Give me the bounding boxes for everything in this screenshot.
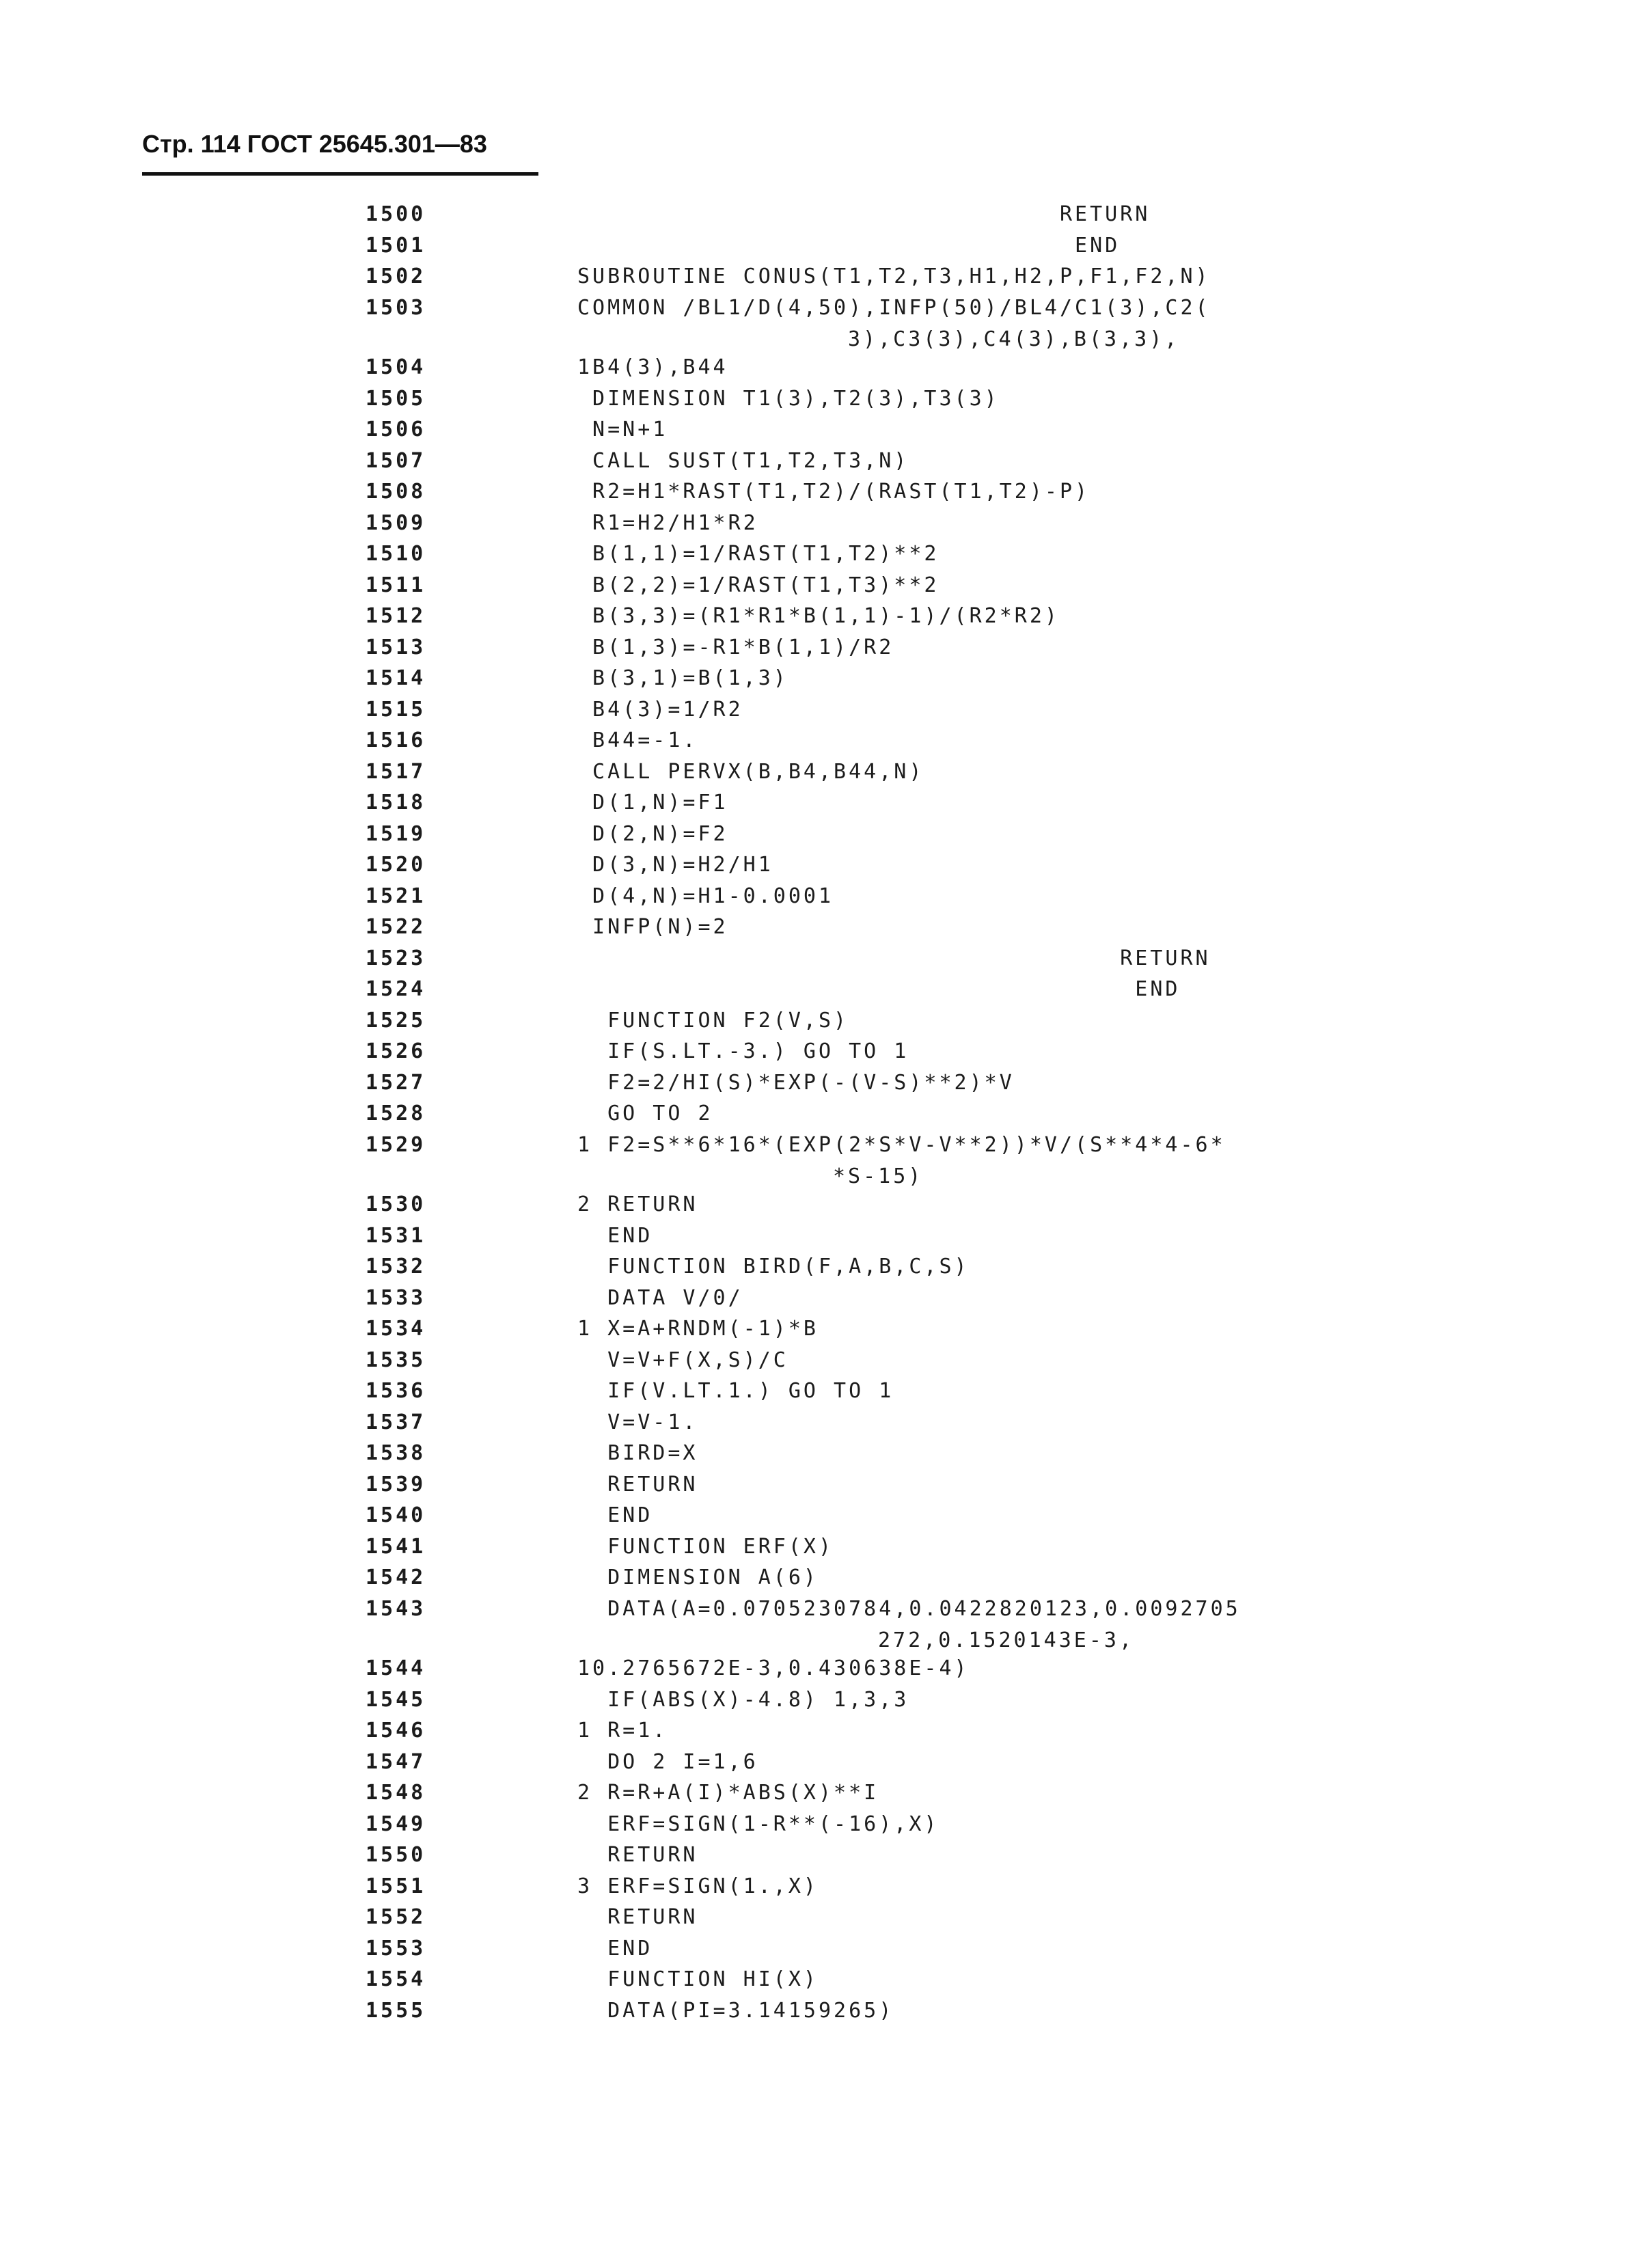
line-number: 1509 <box>366 510 426 535</box>
code-text: RETURN <box>577 1843 698 1867</box>
code-text: B44=-1. <box>577 728 698 752</box>
code-line <box>366 1719 1431 1750</box>
line-number: 1516 <box>366 728 426 752</box>
code-line <box>366 1009 1431 1040</box>
line-number: 1538 <box>366 1441 426 1465</box>
code-text: 2 R=R+A(I)*ABS(X)**I <box>577 1781 879 1805</box>
code-text: INFP(N)=2 <box>577 915 728 939</box>
code-line <box>366 791 1431 822</box>
code-text: ERF=SIGN(1-R**(-16),X) <box>577 1812 939 1836</box>
code-line <box>366 1597 1431 1657</box>
line-number: 1522 <box>366 915 426 939</box>
line-number: 1520 <box>366 853 426 877</box>
code-line <box>366 1688 1431 1719</box>
code-line <box>366 1224 1431 1255</box>
line-number: 1500 <box>366 202 426 226</box>
code-text: CALL SUST(T1,T2,T3,N) <box>577 448 909 473</box>
code-text: FUNCTION BIRD(F,A,B,C,S) <box>577 1255 970 1279</box>
line-number: 1537 <box>366 1410 426 1434</box>
code-line <box>366 387 1431 418</box>
line-number: 1546 <box>366 1719 426 1743</box>
code-line <box>366 1750 1431 1781</box>
code-line <box>366 760 1431 791</box>
code-line <box>366 1286 1431 1317</box>
code-text: 1 F2=S**6*16*(EXP(2*S*V-V**2))*V/(S**4*4-6* <box>577 1132 1226 1157</box>
line-number: 1531 <box>366 1223 426 1248</box>
line-number: 1544 <box>366 1656 426 1680</box>
line-number: 1545 <box>366 1687 426 1712</box>
code-text: F2=2/HI(S)*EXP(-(V-S)**2)*V <box>577 1070 1015 1095</box>
line-number: 1521 <box>366 884 426 908</box>
code-line <box>366 1781 1431 1812</box>
code-text: B(2,2)=1/RAST(T1,T3)**2 <box>577 573 939 597</box>
code-line <box>366 449 1431 480</box>
line-number: 1526 <box>366 1039 426 1063</box>
code-text: D(2,N)=F2 <box>577 821 728 846</box>
code-line <box>366 1410 1431 1442</box>
code-line <box>366 884 1431 916</box>
code-line <box>366 511 1431 543</box>
code-line <box>366 1967 1431 1999</box>
code-text: RETURN <box>577 202 1151 226</box>
line-number: 1553 <box>366 1936 426 1960</box>
code-line <box>366 636 1431 667</box>
line-number: 1536 <box>366 1379 426 1403</box>
code-line <box>366 698 1431 729</box>
code-text: B(1,3)=-R1*B(1,1)/R2 <box>577 635 894 659</box>
code-text: END <box>577 1503 653 1527</box>
code-text: B4(3)=1/R2 <box>577 697 743 722</box>
line-number: 1552 <box>366 1905 426 1929</box>
code-text: COMMON /BL1/D(4,50),INFP(50)/BL4/C1(3),C2( <box>577 295 1211 320</box>
code-line <box>366 1473 1431 1504</box>
code-line <box>366 1937 1431 1968</box>
code-text: V=V+F(X,S)/C <box>577 1348 788 1372</box>
line-number: 1510 <box>366 542 426 566</box>
code-line <box>366 542 1431 573</box>
code-text: IF(V.LT.1.) GO TO 1 <box>577 1379 894 1403</box>
code-text: N=N+1 <box>577 418 668 441</box>
code-line <box>366 480 1431 511</box>
line-number: 1554 <box>366 1967 426 1991</box>
code-text: 10.2765672E-3,0.430638E-4) <box>577 1656 970 1680</box>
code-text: B(1,1)=1/RAST(T1,T2)**2 <box>577 542 939 566</box>
line-number: 1529 <box>366 1132 426 1157</box>
code-line <box>366 1379 1431 1410</box>
code-line <box>366 946 1431 978</box>
line-number: 1517 <box>366 759 426 784</box>
code-line <box>366 234 1431 265</box>
line-number: 1534 <box>366 1317 426 1341</box>
code-line <box>366 264 1431 296</box>
code-text: 3 ERF=SIGN(1.,X) <box>577 1874 819 1898</box>
line-number: 1502 <box>366 264 426 288</box>
code-text: R1=H2/H1*R2 <box>577 510 758 535</box>
code-text: RETURN <box>577 946 1211 970</box>
code-line <box>366 1255 1431 1286</box>
line-number: 1530 <box>366 1192 426 1216</box>
code-text: FUNCTION ERF(X) <box>577 1534 834 1559</box>
line-number: 1528 <box>366 1102 426 1125</box>
code-text: DATA(A=0.0705230784,0.0422820123,0.0092705 <box>577 1596 1241 1621</box>
code-text: 1 R=1. <box>577 1719 668 1743</box>
line-number: 1547 <box>366 1749 426 1774</box>
code-text: END <box>577 1223 653 1248</box>
line-number: 1505 <box>366 386 426 411</box>
line-number: 1511 <box>366 573 426 597</box>
code-text: B(3,3)=(R1*R1*B(1,1)-1)/(R2*R2) <box>577 604 1060 628</box>
code-text: D(4,N)=H1-0.0001 <box>577 884 834 908</box>
line-number: 1542 <box>366 1566 426 1589</box>
line-number: 1518 <box>366 791 426 815</box>
line-number: 1515 <box>366 697 426 722</box>
code-line <box>366 1192 1431 1224</box>
line-number: 1504 <box>366 355 426 379</box>
line-number: 1512 <box>366 604 426 628</box>
code-line <box>366 296 1431 356</box>
line-number: 1503 <box>366 295 426 320</box>
line-number: 1533 <box>366 1285 426 1310</box>
code-text: 2 RETURN <box>577 1192 698 1216</box>
code-line <box>366 573 1431 605</box>
code-line <box>366 1656 1431 1688</box>
line-number: 1523 <box>366 946 426 970</box>
code-line <box>366 915 1431 946</box>
code-text: DATA(PI=3.14159265) <box>577 1998 894 2023</box>
code-text: END <box>577 233 1121 258</box>
code-line <box>366 1566 1431 1597</box>
code-line <box>366 604 1431 636</box>
header-rule <box>142 172 538 176</box>
code-text: DIMENSION A(6) <box>577 1566 819 1589</box>
code-continuation: 3),C3(3),C4(3),B(3,3), <box>848 327 1180 351</box>
code-text: V=V-1. <box>577 1410 698 1434</box>
code-text: DO 2 I=1,6 <box>577 1749 758 1774</box>
code-line <box>366 418 1431 449</box>
code-continuation: 272,0.1520143E-3, <box>878 1628 1135 1652</box>
line-number: 1549 <box>366 1812 426 1836</box>
code-text: IF(S.LT.-3.) GO TO 1 <box>577 1039 909 1063</box>
code-line <box>366 1317 1431 1348</box>
code-text: END <box>577 977 1181 1001</box>
code-line <box>366 1071 1431 1102</box>
line-number: 1551 <box>366 1874 426 1898</box>
line-number: 1524 <box>366 977 426 1001</box>
line-number: 1519 <box>366 821 426 846</box>
line-number: 1541 <box>366 1534 426 1559</box>
code-text: RETURN <box>577 1905 698 1929</box>
code-text: 1 X=A+RNDM(-1)*B <box>577 1317 819 1341</box>
line-number: 1506 <box>366 418 426 441</box>
code-line <box>366 1843 1431 1874</box>
line-number: 1555 <box>366 1998 426 2023</box>
code-line <box>366 1905 1431 1937</box>
line-number: 1514 <box>366 666 426 690</box>
line-number: 1508 <box>366 480 426 504</box>
code-text: CALL PERVX(B,B4,B44,N) <box>577 759 924 784</box>
page-header: Стр. 114 ГОСТ 25645.301—83 <box>142 130 487 158</box>
code-text: END <box>577 1936 653 1960</box>
code-text: B(3,1)=B(1,3) <box>577 666 788 690</box>
code-line <box>366 1535 1431 1566</box>
code-continuation: *S-15) <box>833 1164 924 1188</box>
line-number: 1548 <box>366 1781 426 1805</box>
code-line <box>366 1999 1431 2030</box>
code-line <box>366 1874 1431 1906</box>
code-line <box>366 1812 1431 1844</box>
line-number: 1539 <box>366 1472 426 1497</box>
code-line <box>366 728 1431 760</box>
line-number: 1532 <box>366 1255 426 1279</box>
code-line <box>366 355 1431 387</box>
code-text: FUNCTION HI(X) <box>577 1967 819 1991</box>
line-number: 1507 <box>366 448 426 473</box>
line-number: 1501 <box>366 233 426 258</box>
line-number: 1543 <box>366 1596 426 1621</box>
code-line <box>366 1441 1431 1473</box>
code-text: DATA V/0/ <box>577 1285 743 1310</box>
code-text: DIMENSION T1(3),T2(3),T3(3) <box>577 386 1000 411</box>
line-number: 1550 <box>366 1843 426 1867</box>
code-text: D(3,N)=H2/H1 <box>577 853 773 877</box>
code-text: FUNCTION F2(V,S) <box>577 1008 849 1033</box>
line-number: 1525 <box>366 1008 426 1033</box>
line-number: 1527 <box>366 1070 426 1095</box>
code-text: SUBROUTINE CONUS(T1,T2,T3,H1,H2,P,F1,F2,N) <box>577 264 1211 288</box>
code-text: RETURN <box>577 1472 698 1497</box>
line-number: 1540 <box>366 1503 426 1527</box>
code-line <box>366 822 1431 853</box>
code-line <box>366 1102 1431 1133</box>
code-line <box>366 1133 1431 1193</box>
code-text: D(1,N)=F1 <box>577 791 728 815</box>
code-text: R2=H1*RAST(T1,T2)/(RAST(T1,T2)-P) <box>577 480 1090 504</box>
code-text: BIRD=X <box>577 1441 698 1465</box>
code-line <box>366 977 1431 1009</box>
code-text: 1B4(3),B44 <box>577 355 728 379</box>
code-line <box>366 1039 1431 1071</box>
code-line <box>366 1503 1431 1535</box>
code-line <box>366 1348 1431 1380</box>
code-line <box>366 202 1431 234</box>
line-number: 1535 <box>366 1348 426 1372</box>
code-text: GO TO 2 <box>577 1102 713 1125</box>
code-line <box>366 666 1431 698</box>
code-text: IF(ABS(X)-4.8) 1,3,3 <box>577 1687 909 1712</box>
line-number: 1513 <box>366 635 426 659</box>
code-line <box>366 853 1431 884</box>
